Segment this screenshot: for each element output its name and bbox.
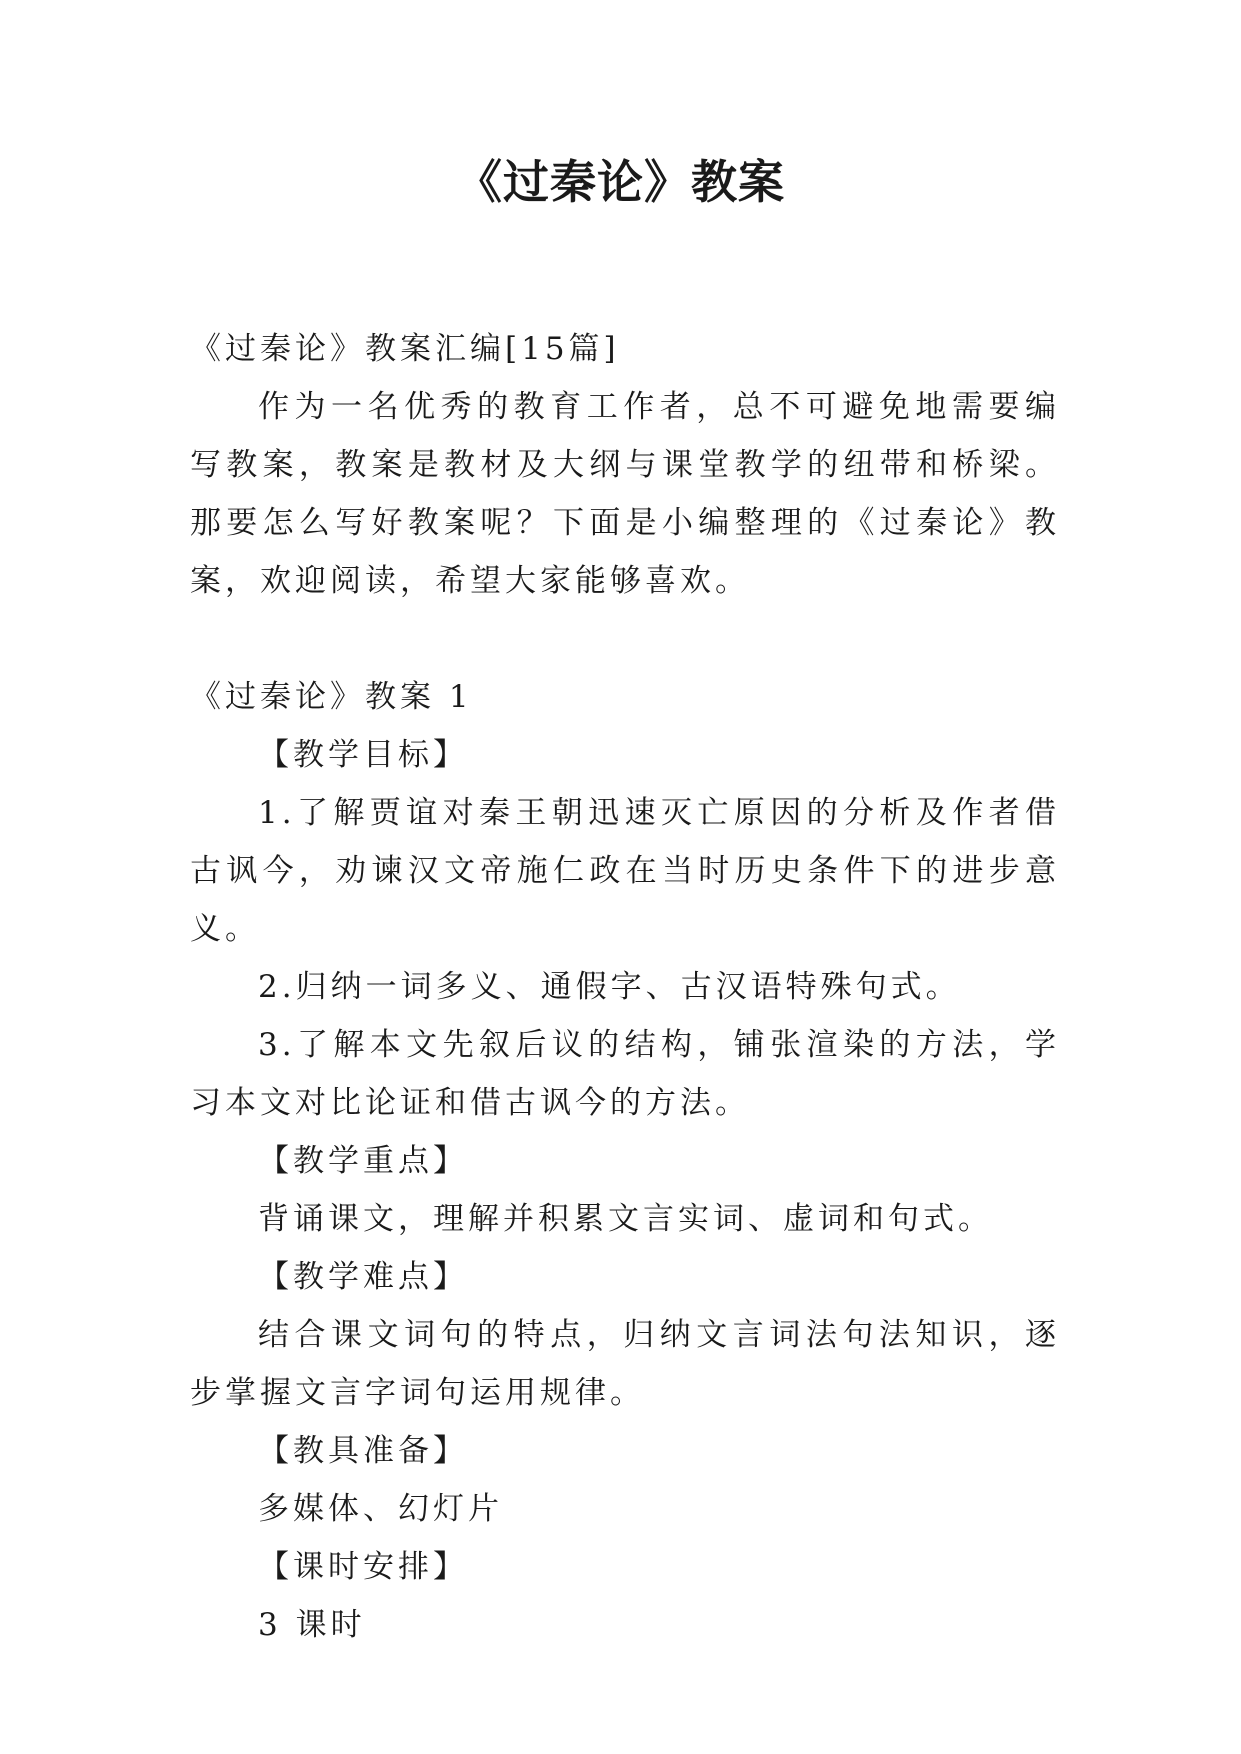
objective-item: 1.了解贾谊对秦王朝迅速灭亡原因的分析及作者借古讽今，劝谏汉文帝施仁政在当时历史条件下的进步意义。 [190,795,1060,947]
document-title: 《过秦论》教案 [456,155,785,209]
materials-text: 多媒体、幻灯片 [258,1491,503,1527]
paragraph-spacer [190,610,1060,668]
document-body [190,320,1060,1654]
materials-heading: 【教具准备】 [258,1433,468,1469]
collection-subtitle: 《过秦论》教案汇编[15篇] [190,331,620,367]
key-points-text: 背诵课文，理解并积累文言实词、虚词和句式。 [258,1201,993,1237]
objective-item: 3.了解本文先叙后议的结构，铺张渲染的方法，学习本文对比论证和借古讽今的方法。 [190,1027,1060,1121]
schedule-text: 3 课时 [258,1607,366,1643]
intro-paragraph: 作为一名优秀的教育工作者，总不可避免地需要编写教案，教案是教材及大纲与课堂教学的纽带和桥梁。那要怎么写好教案呢？下面是小编整理的《过秦论》教案，欢迎阅读，希望大家能够喜欢。 [190,389,1060,599]
section-heading: 《过秦论》教案 1 [190,679,473,715]
difficulties-heading: 【教学难点】 [258,1259,468,1295]
schedule-heading: 【课时安排】 [258,1549,468,1585]
key-points-heading: 【教学重点】 [258,1143,468,1179]
objective-item: 2.归纳一词多义、通假字、古汉语特殊句式。 [258,969,961,1005]
difficulties-text: 结合课文词句的特点，归纳文言词法句法知识，逐步掌握文言字词句运用规律。 [190,1317,1060,1411]
objectives-heading: 【教学目标】 [258,737,468,773]
